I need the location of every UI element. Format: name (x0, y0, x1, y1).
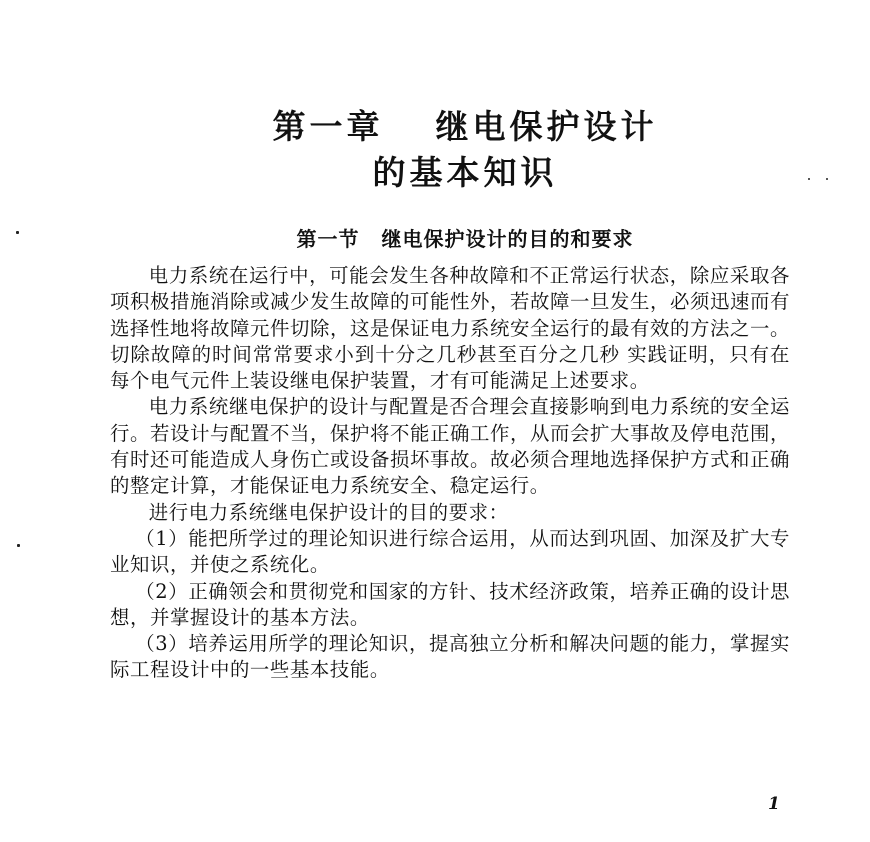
chapter-number: 第一章 (272, 107, 384, 146)
chapter-title-line1 (120, 107, 810, 146)
paragraph-1: 电力系统在运行中，可能会发生各种故障和不正常运行状态，除应采取各项积极措施消除或减少发生故障的可能性外，若故障一旦发生，必须迅速而有选择性地将故障元件切除，这是保证电力系统安全运行的最有效的方法之一。切除故障的时间常常要求小到十分之几秒甚至百分之几秒 实践证明，只有在每个电气元件上装设继电保护装置，才有可能满足上述要求。 (110, 264, 790, 393)
paragraph-item-1: （1）能把所学过的理论知识进行综合运用，从而达到巩固、加深及扩大专业知识，并使之系统化。 (110, 526, 790, 577)
body-text (110, 263, 790, 684)
paragraph-item-2: （2）正确领会和贯彻党和国家的方针、技术经济政策，培养正确的设计思想，并掌握设计的基本方法。 (110, 579, 790, 629)
scan-speck (16, 231, 19, 234)
scan-speck (808, 178, 810, 180)
scan-speck (826, 178, 828, 180)
paragraph-2: 电力系统继电保护的设计与配置是否合理会直接影响到电力系统的安全运行。若设计与配置不当，保护将不能正确工作，从而会扩大事故及停电范围，有时还可能造成人身伤亡或设备损坏事故。故必须合理地选择保护方式和正确的整定计算，才能保证电力系统安全、稳定运行。 (110, 395, 790, 498)
section-number: 第一节 (296, 227, 360, 251)
page-number: 1 (768, 794, 780, 814)
section-title (120, 229, 810, 249)
paragraph-item-3: （3）培养运用所学的理论知识，提高独立分析和解决问题的能力，掌握实际工程设计中的一些基本技能。 (110, 632, 790, 682)
chapter-title-line2: 的基本知识 (372, 153, 558, 192)
chapter-title-main: 继电保护设计 (435, 107, 658, 146)
scan-speck (17, 544, 20, 547)
section-title-text: 继电保护设计的目的和要求 (381, 227, 634, 251)
paragraph-3: 进行电力系统继电保护设计的目的要求： (148, 500, 509, 524)
